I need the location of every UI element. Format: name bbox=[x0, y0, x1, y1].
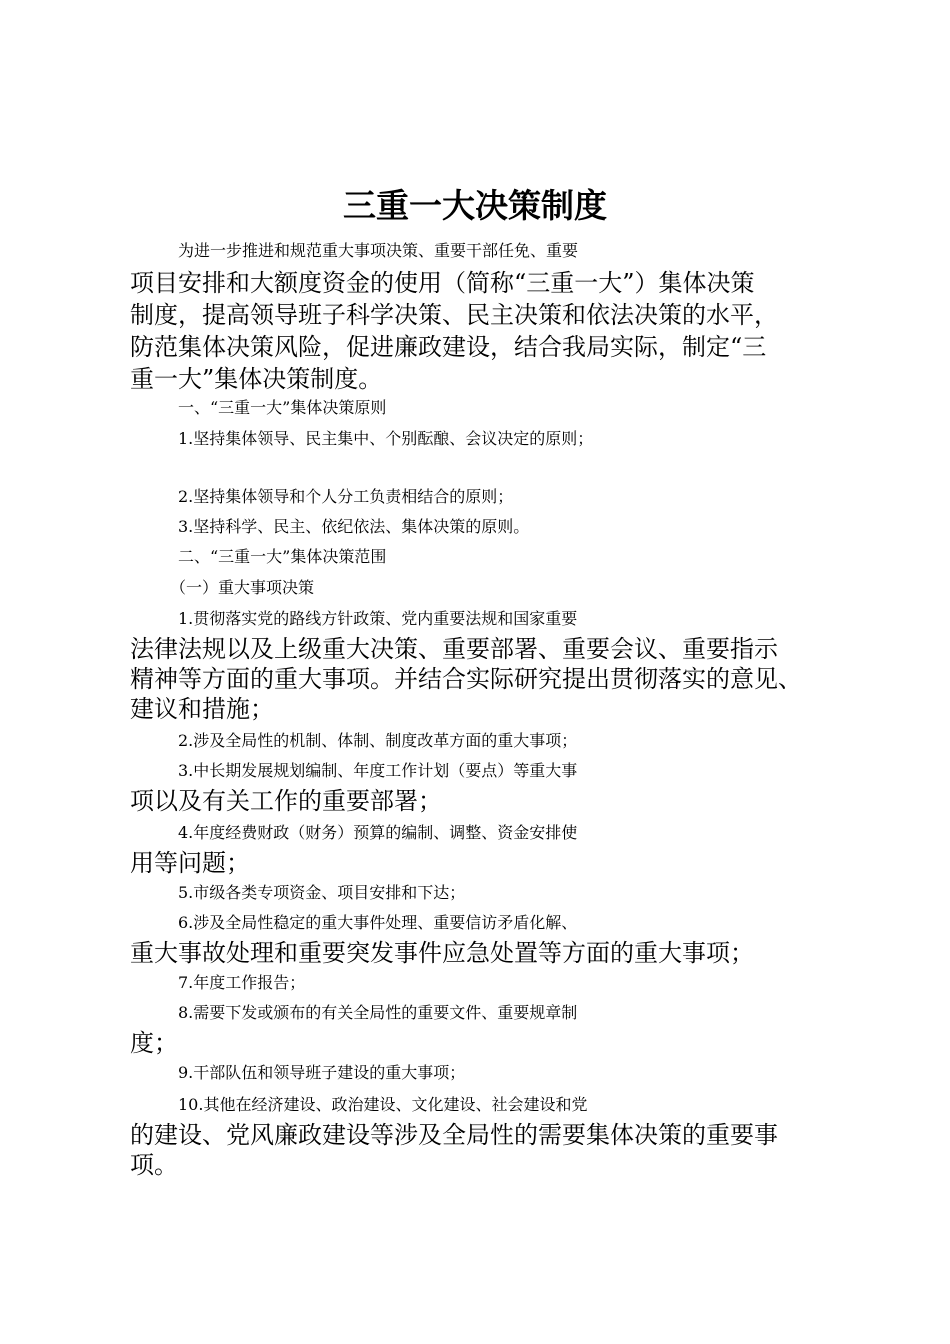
list-item: 9.干部队伍和领导班子建设的重大事项； bbox=[178, 1063, 466, 1082]
list-item: 1.坚持集体领导、民主集中、个别酝酿、会议决定的原则； bbox=[178, 429, 594, 448]
list-item: 6.涉及全局性稳定的重大事件处理、重要信访矛盾化解、 bbox=[178, 913, 578, 932]
list-item: 项。 bbox=[130, 1151, 178, 1179]
list-item: 法律法规以及上级重大决策、重要部署、重要会议、重要指示 bbox=[130, 635, 778, 663]
list-item: 3.坚持科学、民主、依纪依法、集体决策的原则。 bbox=[178, 517, 530, 536]
paragraph-line: 防范集体决策风险，促进廉政建设，结合我局实际，制定“三 bbox=[130, 333, 767, 361]
paragraph-line: 为进一步推进和规范重大事项决策、重要干部任免、重要 bbox=[178, 241, 579, 260]
list-item: 3.中长期发展规划编制、年度工作计划（要点）等重大事 bbox=[178, 761, 578, 780]
section-heading: 二、“三重一大”集体决策范围 bbox=[178, 547, 387, 566]
paragraph-line: 制度，提高领导班子科学决策、民主决策和依法决策的水平， bbox=[130, 301, 778, 329]
subsection-heading: （一）重大事项决策 bbox=[170, 578, 315, 597]
list-item: 的建设、党风廉政建设等涉及全局性的需要集体决策的重要事 bbox=[130, 1121, 778, 1149]
list-item: 5.市级各类专项资金、项目安排和下达； bbox=[178, 883, 466, 902]
list-item: 用等问题； bbox=[130, 849, 250, 877]
list-item: 2.坚持集体领导和个人分工负责相结合的原则； bbox=[178, 487, 514, 506]
list-item: 8.需要下发或颁布的有关全局性的重要文件、重要规章制 bbox=[178, 1003, 578, 1022]
list-item: 建议和措施； bbox=[130, 695, 274, 723]
paragraph-line: 项目安排和大额度资金的使用（简称“三重一大”）集体决策 bbox=[130, 269, 755, 297]
list-item: 1.贯彻落实党的路线方针政策、党内重要法规和国家重要 bbox=[178, 609, 578, 628]
list-item: 4.年度经费财政（财务）预算的编制、调整、资金安排使 bbox=[178, 823, 578, 842]
list-item: 精神等方面的重大事项。并结合实际研究提出贯彻落实的意见、 bbox=[130, 665, 802, 693]
paragraph-line: 重一大”集体决策制度。 bbox=[130, 365, 383, 393]
list-item: 2.涉及全局性的机制、体制、制度改革方面的重大事项； bbox=[178, 731, 578, 750]
list-item: 重大事故处理和重要突发事件应急处置等方面的重大事项； bbox=[130, 939, 754, 967]
page-title: 三重一大决策制度 bbox=[343, 186, 607, 225]
list-item: 10.其他在经济建设、政治建设、文化建设、社会建设和党 bbox=[178, 1095, 588, 1114]
list-item: 项以及有关工作的重要部署； bbox=[130, 787, 442, 815]
list-item: 7.年度工作报告； bbox=[178, 973, 306, 992]
list-item: 度； bbox=[130, 1029, 178, 1057]
section-heading: 一、“三重一大”集体决策原则 bbox=[178, 398, 387, 417]
